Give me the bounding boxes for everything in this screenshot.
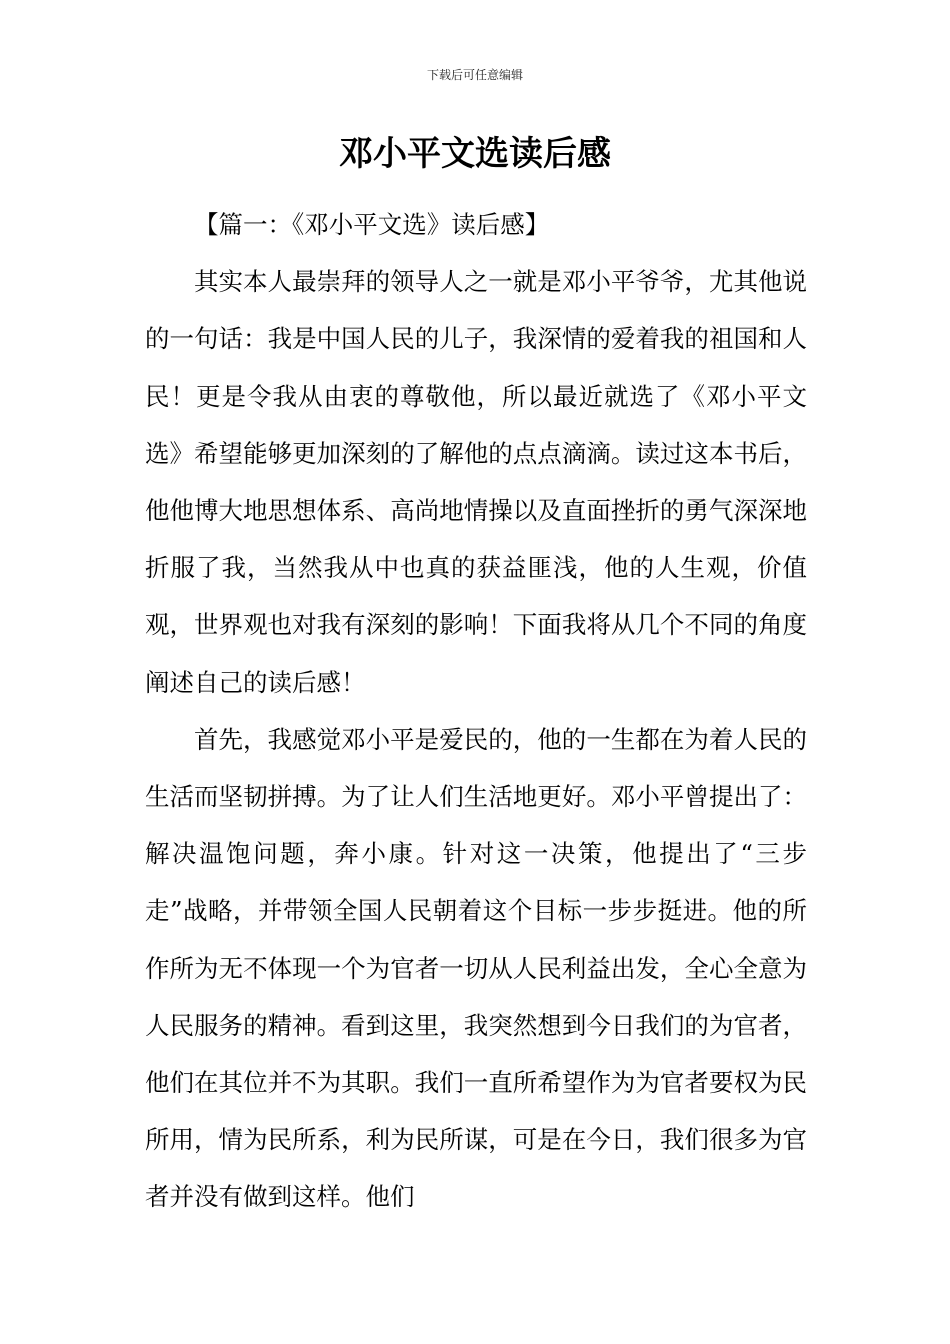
paragraph-2: 首先，我感觉邓小平是爱民的，他的一生都在为着人民的生活而坚韧拼搏。为了让人们生活地更好。邓小平曾提出了：解决温饱问题，奔小康。针对这一决策，他提出了“三步走”战略，并带领全国人民朝着这个目标一步步挺进。他的所作所为无不体现一个为官者一切从人民利益出发，全心全意为人民服务的精神。看到这里，我突然想到今日我们的为官者，他们在其位并不为其职。我们一直所希望作为为官者要权为民所用，情为民所系，利为民所谋，可是在今日，我们很多为官者并没有做到这样。他们 (145, 724, 807, 1212)
document-body (145, 196, 807, 1226)
section-heading: 【篇一：《邓小平文选》读后感】 (194, 210, 550, 239)
paragraph-1: 其实本人最崇拜的领导人之一就是邓小平爷爷，尤其他说的一句话：我是中国人民的儿子，我深情的爱着我的祖国和人民！更是令我从由衷的尊敬他，所以最近就选了《邓小平文选》希望能够更加深刻的了解他的点点滴滴。读过这本书后，他他博大地思想体系、高尚地情操以及直面挫折的勇气深深地折服了我，当然我从中也真的获益匪浅，他的人生观，价值观，世界观也对我有深刻的影响！下面我将从几个不同的角度阐述自己的读后感！ (145, 267, 807, 697)
header-note: 下载后可任意编辑 (426, 68, 523, 82)
document-title: 邓小平文选读后感 (339, 134, 611, 174)
